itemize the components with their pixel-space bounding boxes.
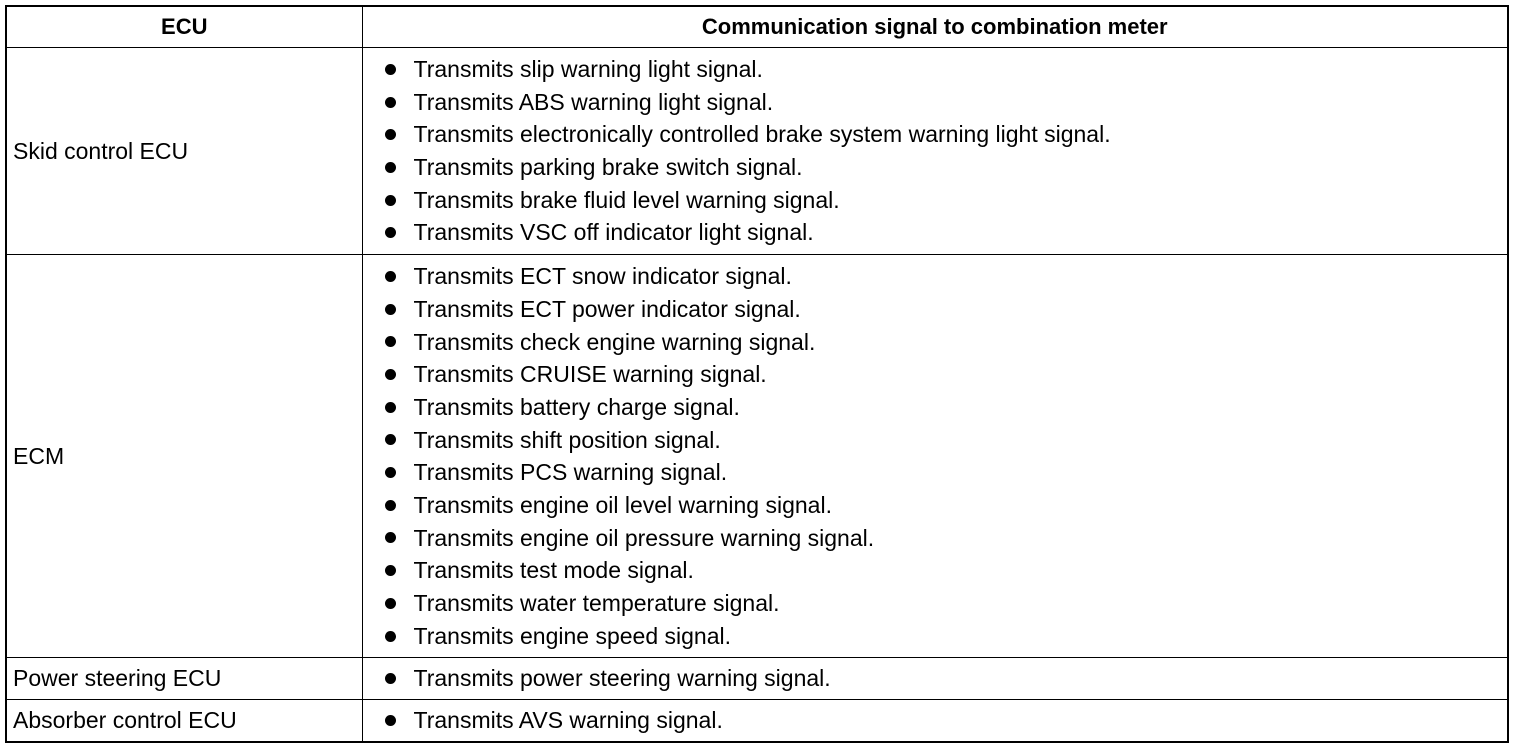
list-item xyxy=(385,151,1508,184)
list-item xyxy=(385,86,1508,119)
signal-text: Transmits ECT power indicator signal. xyxy=(413,295,801,322)
bullet-icon xyxy=(385,500,396,511)
bullet-icon xyxy=(385,162,396,173)
table-row xyxy=(6,700,1508,742)
signal-list xyxy=(385,662,1508,695)
signals-cell xyxy=(362,700,1508,742)
ecu-name-cell: Power steering ECU xyxy=(6,658,362,700)
list-item xyxy=(385,620,1508,653)
signals-cell xyxy=(362,658,1508,700)
signal-text: Transmits ABS warning light signal. xyxy=(413,88,774,115)
bullet-icon xyxy=(385,631,396,642)
signal-text: Transmits check engine warning signal. xyxy=(413,328,816,355)
bullet-icon xyxy=(385,227,396,238)
bullet-icon xyxy=(385,434,396,445)
signals-cell xyxy=(362,48,1508,255)
bullet-icon xyxy=(385,673,396,684)
signal-text: Transmits engine oil level warning signal. xyxy=(413,491,832,518)
bullet-icon xyxy=(385,715,396,726)
signal-text: Transmits ECT snow indicator signal. xyxy=(413,263,792,290)
ecu-signal-table xyxy=(5,5,1509,743)
signal-text: Transmits electronically controlled brake system warning light signal. xyxy=(413,121,1111,148)
list-item xyxy=(385,424,1508,457)
list-item xyxy=(385,704,1508,737)
list-item xyxy=(385,358,1508,391)
list-item xyxy=(385,260,1508,293)
signal-text: Transmits parking brake switch signal. xyxy=(413,154,803,181)
signal-text: Transmits power steering warning signal. xyxy=(413,665,831,692)
list-item xyxy=(385,216,1508,249)
list-item xyxy=(385,522,1508,555)
bullet-icon xyxy=(385,467,396,478)
bullet-icon xyxy=(385,271,396,282)
bullet-icon xyxy=(385,565,396,576)
bullet-icon xyxy=(385,598,396,609)
bullet-icon xyxy=(385,97,396,108)
signal-text: Transmits engine oil pressure warning signal. xyxy=(413,524,875,551)
table-row xyxy=(6,255,1508,658)
header-signal: Communication signal to combination meter xyxy=(362,6,1508,48)
table-wrapper xyxy=(5,5,1509,743)
signal-text: Transmits test mode signal. xyxy=(413,557,694,584)
signal-list xyxy=(385,704,1508,737)
signal-text: Transmits VSC off indicator light signal. xyxy=(413,219,814,246)
signal-text: Transmits CRUISE warning signal. xyxy=(413,361,767,388)
signal-text: Transmits battery charge signal. xyxy=(413,393,740,420)
table-body xyxy=(6,48,1508,742)
signal-text: Transmits brake fluid level warning signal. xyxy=(413,186,840,213)
bullet-icon xyxy=(385,64,396,75)
header-row xyxy=(6,6,1508,48)
header-ecu: ECU xyxy=(6,6,362,48)
ecu-name-cell: Absorber control ECU xyxy=(6,700,362,742)
list-item xyxy=(385,587,1508,620)
ecu-name-cell: ECM xyxy=(6,255,362,658)
bullet-icon xyxy=(385,369,396,380)
list-item xyxy=(385,391,1508,424)
list-item xyxy=(385,554,1508,587)
bullet-icon xyxy=(385,304,396,315)
signal-list xyxy=(385,53,1508,249)
bullet-icon xyxy=(385,195,396,206)
signal-text: Transmits slip warning light signal. xyxy=(413,56,763,82)
table-row xyxy=(6,658,1508,700)
signal-text: Transmits shift position signal. xyxy=(413,426,721,453)
table-row xyxy=(6,48,1508,255)
ecu-name-cell: Skid control ECU xyxy=(6,48,362,255)
list-item xyxy=(385,662,1508,695)
list-item xyxy=(385,293,1508,326)
signal-text: Transmits engine speed signal. xyxy=(413,622,731,649)
signal-text: Transmits PCS warning signal. xyxy=(413,459,728,486)
list-item xyxy=(385,53,1508,86)
bullet-icon xyxy=(385,336,396,347)
signals-cell xyxy=(362,255,1508,658)
list-item xyxy=(385,118,1508,151)
signal-text: Transmits AVS warning signal. xyxy=(413,707,723,734)
list-item xyxy=(385,456,1508,489)
signal-text: Transmits water temperature signal. xyxy=(413,590,780,616)
bullet-icon xyxy=(385,129,396,140)
signal-list xyxy=(385,260,1508,652)
bullet-icon xyxy=(385,402,396,413)
bullet-icon xyxy=(385,532,396,543)
list-item xyxy=(385,184,1508,217)
list-item xyxy=(385,326,1508,359)
list-item xyxy=(385,489,1508,522)
